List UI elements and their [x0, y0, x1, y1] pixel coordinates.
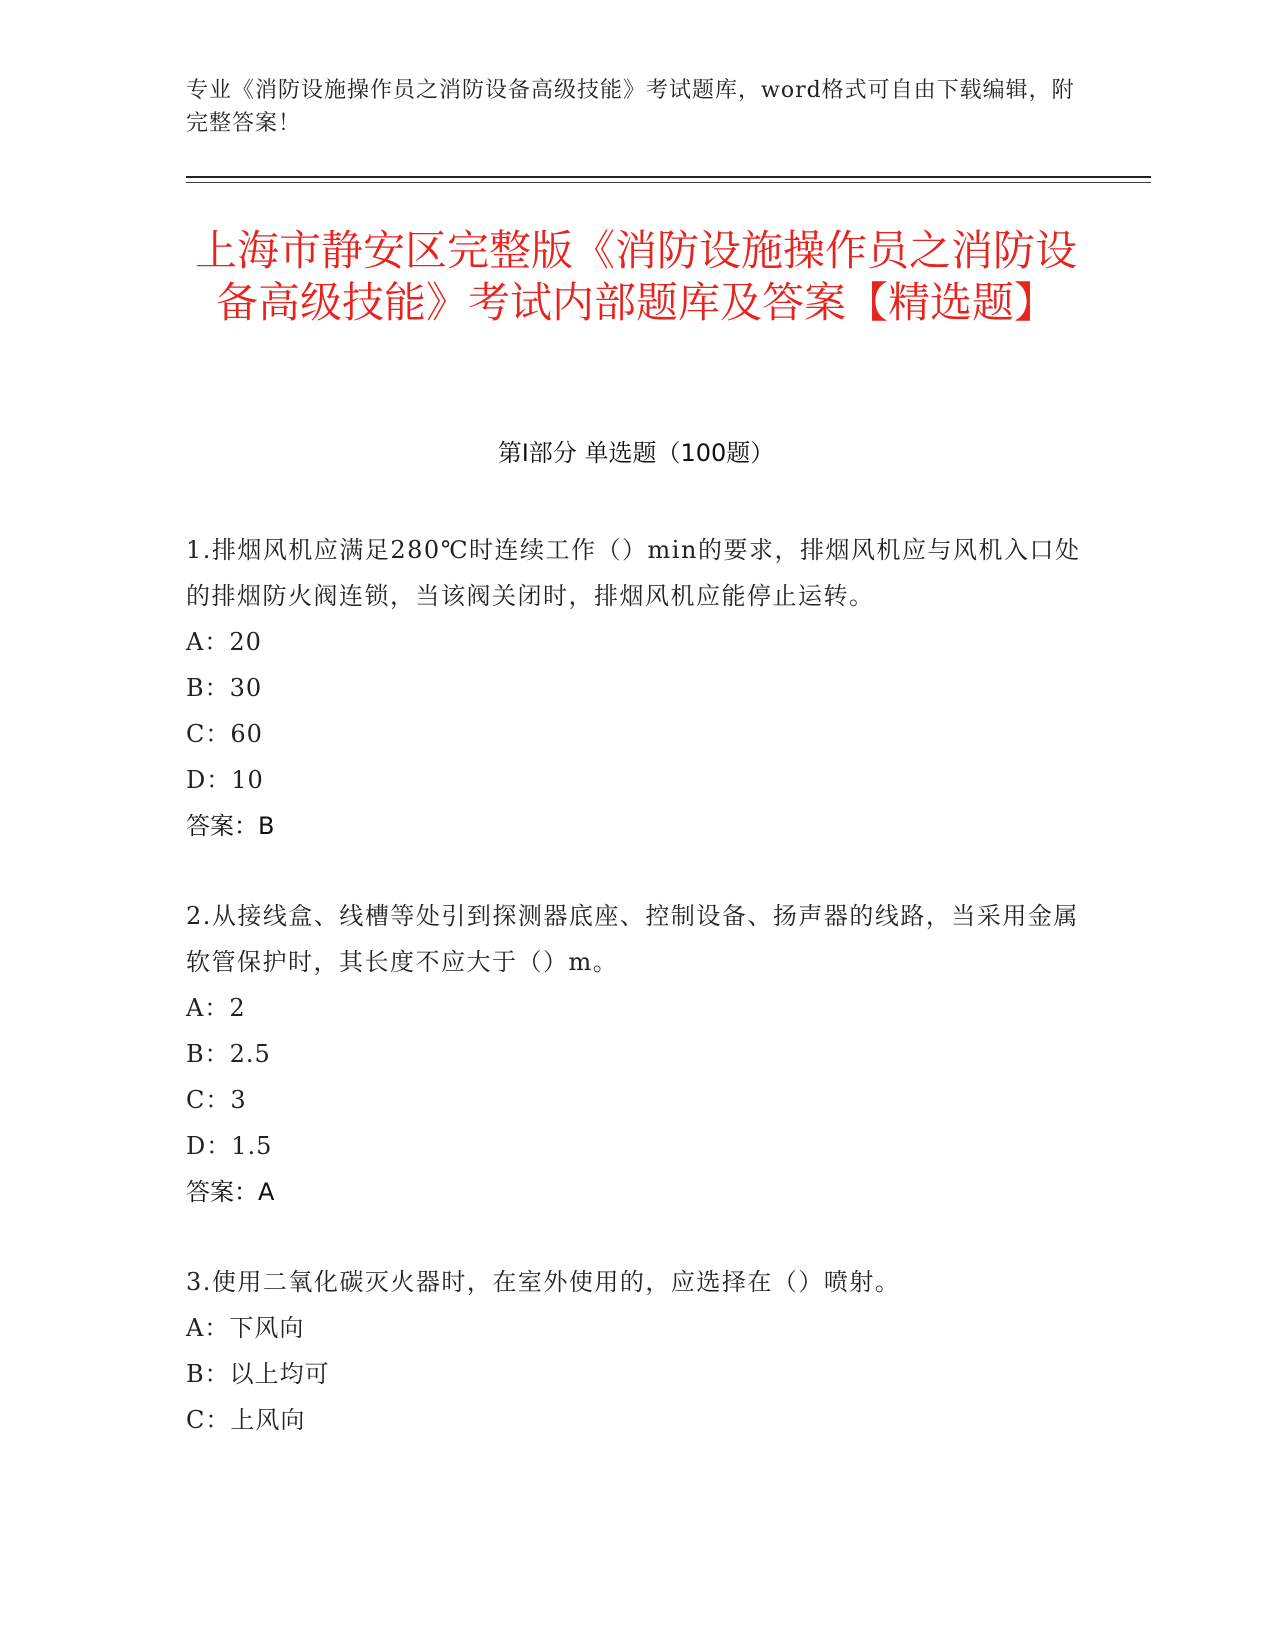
question-stem: 1.排烟风机应满足280℃时连续工作（）min的要求，排烟风机应与风机入口处的排烟防火阀连锁，当该阀关闭时，排烟风机应能停止运转。 — [186, 536, 1081, 610]
option-a: A：2 — [186, 994, 246, 1022]
question-stem: 3.使用二氧化碳灭火器时，在室外使用的，应选择在（）喷射。 — [186, 1268, 901, 1296]
option-a: A：20 — [186, 628, 262, 656]
option-b: B：2.5 — [186, 1040, 271, 1068]
option-d: D：10 — [186, 766, 264, 794]
header-note: 专业《消防设施操作员之消防设备高级技能》考试题库，word格式可自由下载编辑，附完整答案！ — [186, 78, 1075, 136]
header-rule-thin — [186, 182, 1151, 183]
option-c: C：上风向 — [186, 1406, 306, 1434]
header-rule-thick — [186, 176, 1151, 178]
option-b: B：以上均可 — [186, 1360, 330, 1388]
question-1 — [186, 527, 1086, 849]
question-stem: 2.从接线盒、线槽等处引到探测器底座、控制设备、扬声器的线路，当采用金属软管保护时，其长度不应大于（）m。 — [186, 902, 1079, 976]
document-title: 上海市静安区完整版《消防设施操作员之消防设备高级技能》考试内部题库及答案【精选题】 — [194, 226, 1077, 327]
question-3 — [186, 1259, 1086, 1443]
answer-line: 答案：A — [186, 1178, 275, 1206]
option-b: B：30 — [186, 674, 263, 702]
answer-line: 答案：B — [186, 812, 275, 840]
question-2 — [186, 893, 1086, 1215]
section-heading: 第I部分 单选题（100题） — [497, 439, 775, 467]
option-d: D：1.5 — [186, 1132, 273, 1160]
option-a: A：下风向 — [186, 1314, 305, 1342]
option-c: C：3 — [186, 1086, 247, 1114]
question-list — [186, 527, 1086, 1487]
option-c: C：60 — [186, 720, 263, 748]
